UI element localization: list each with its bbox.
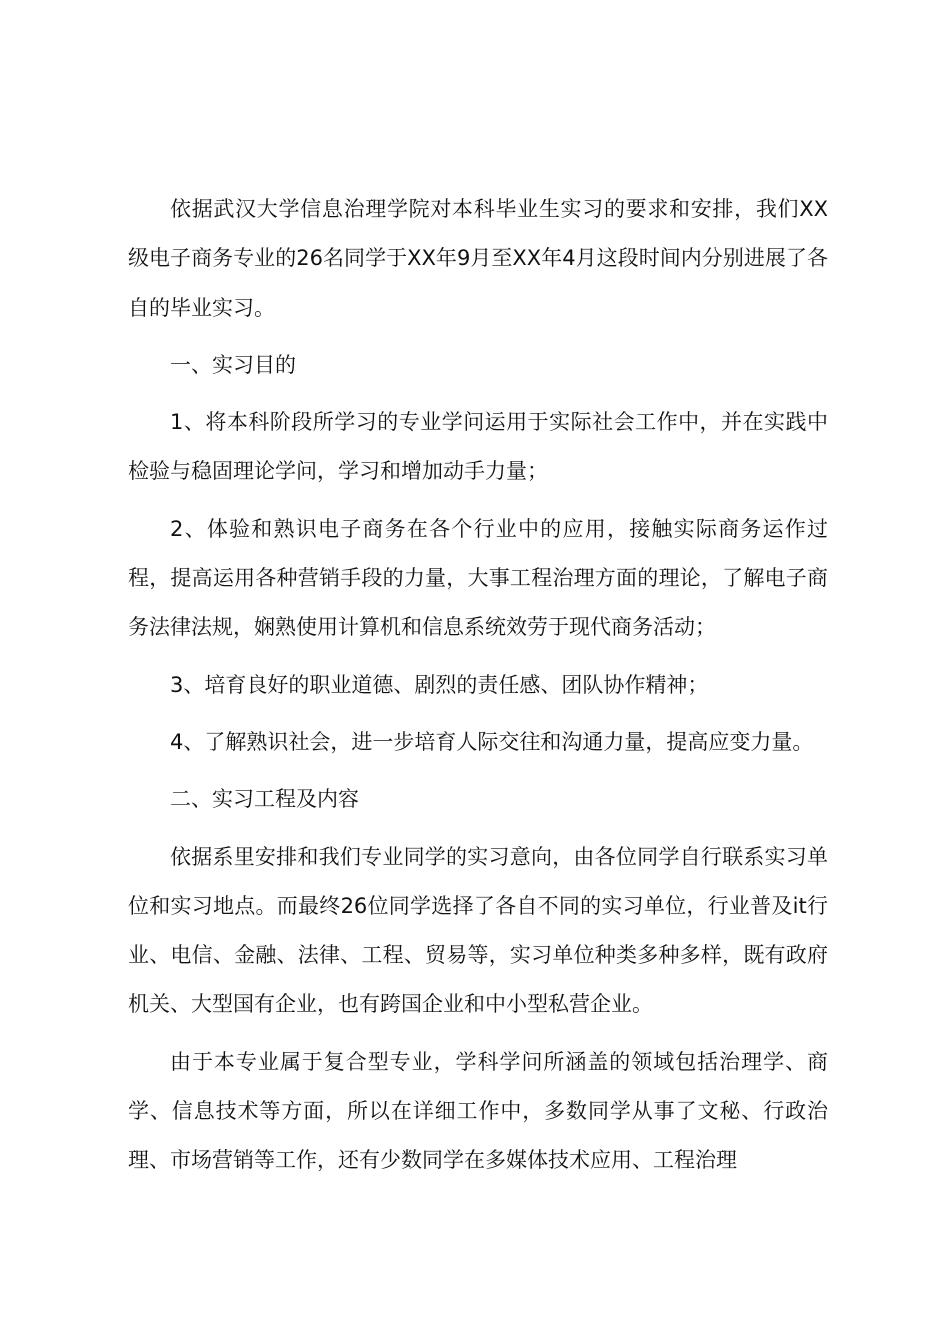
- section-heading-content: 二、实习工程及内容: [170, 787, 359, 812]
- purpose-item-1: 1、将本科阶段所学习的专业学问运用于实际社会工作中，并在实践中检验与稳固理论学问，学习和增加动手力量；: [128, 410, 828, 484]
- content-paragraph-1: 依据系里安排和我们专业同学的实习意向，由各位同学自行联系实习单位和实习地点。而最终26位同学选择了各自不同的实习单位，行业普及it行业、电信、金融、法律、工程、贸易等，实习单位种类多种多样，既有政府机关、大型国有企业，也有跨国企业和中小型私营企业。: [128, 844, 828, 1017]
- purpose-item-2: 2、体验和熟识电子商务在各个行业中的应用，接触实际商务运作过程，提高运用各种营销手段的力量，大事工程治理方面的理论，了解电子商务法律法规，娴熟使用计算机和信息系统效劳于现代商务活动；: [128, 516, 828, 640]
- intro-paragraph: 依据武汉大学信息治理学院对本科毕业生实习的要求和安排，我们XX级电子商务专业的26名同学于XX年9月至XX年4月这段时间内分别进展了各自的毕业实习。: [128, 197, 828, 320]
- purpose-item-4: 4、了解熟识社会，进一步培育人际交往和沟通力量，提高应变力量。: [170, 729, 814, 754]
- document-body: [128, 185, 828, 1194]
- purpose-item-3: 3、培育良好的职业道德、剧烈的责任感、团队协作精神；: [170, 672, 709, 697]
- section-heading-purpose: 一、实习目的: [170, 352, 296, 377]
- content-paragraph-2: 由于本专业属于复合型专业，学科学问所涵盖的领域包括治理学、商学、信息技术等方面，所以在详细工作中，多数同学从事了文秘、行政治理、市场营销等工作，还有少数同学在多媒体技术应用、工程治理: [128, 1049, 828, 1173]
